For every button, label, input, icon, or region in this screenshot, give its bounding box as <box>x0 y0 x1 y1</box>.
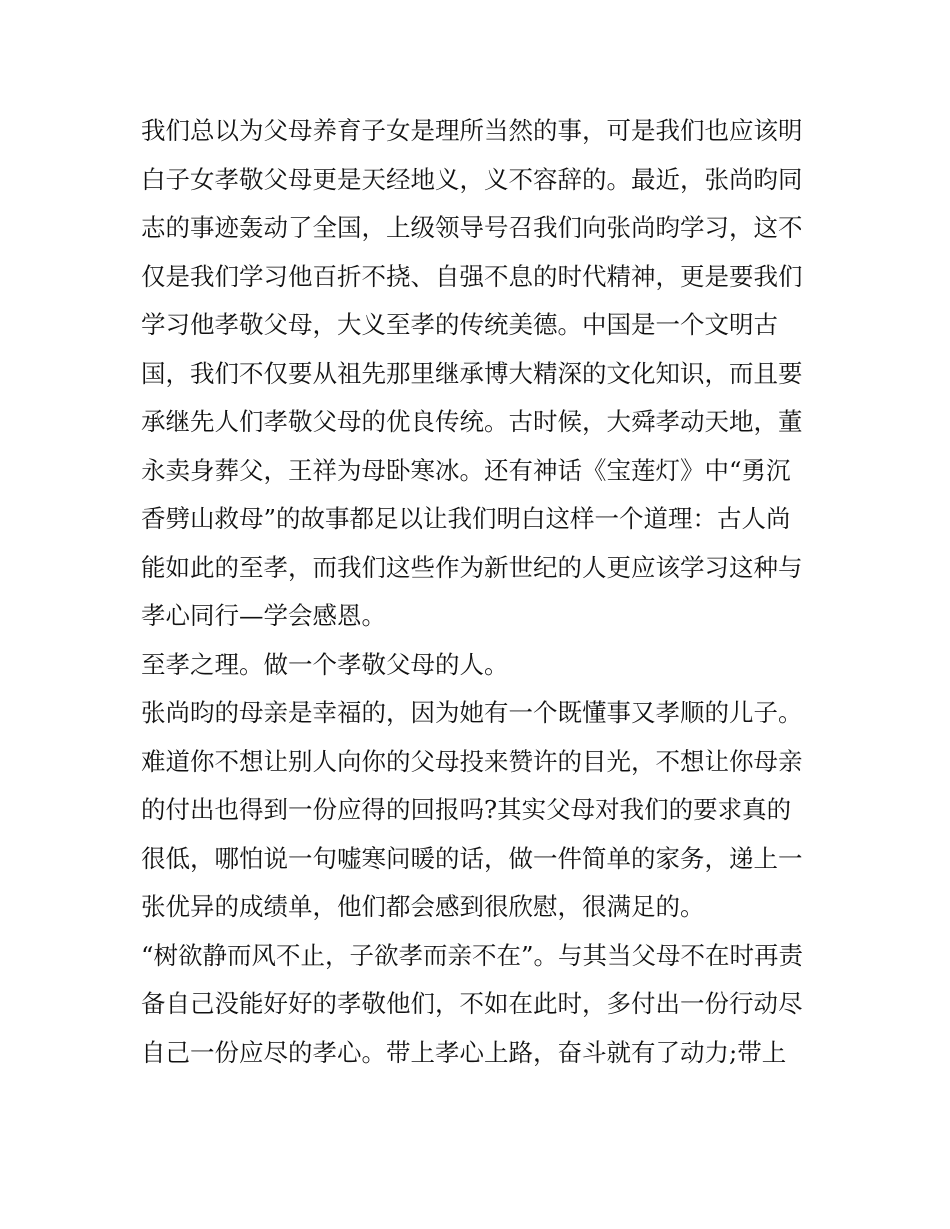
text-line: 永卖身葬父，王祥为母卧寒冰。还有神话《宝莲灯》中“勇沉 <box>141 455 791 485</box>
text-line: 志的事迹轰动了全国，上级领导号召我们向张尚昀学习，这不 <box>141 213 803 242</box>
text-line: 白子女孝敬父母更是天经地义，义不容辞的。最近，张尚昀同 <box>141 164 803 194</box>
text-line: 孝心同行—学会感恩。 <box>141 601 386 630</box>
text-line: 我们总以为父母养育子女是理所当然的事，可是我们也应该明 <box>141 116 803 145</box>
text-line: 自己一份应尽的孝心。带上孝心上路，奋斗就有了动力;带上 <box>141 1037 787 1067</box>
text-line: 承继先人们孝敬父母的优良传统。古时候，大舜孝动天地，董 <box>141 407 803 436</box>
text-line: 国，我们不仅要从祖先那里继承博大精深的文化知识，而且要 <box>141 358 803 388</box>
text-line: 学习他孝敬父母，大义至孝的传统美德。中国是一个文明古 <box>141 310 778 339</box>
text-line: 的付出也得到一份应得的回报吗?其实父母对我们的要求真的 <box>141 795 792 824</box>
text-line: “树欲静而风不止，子欲孝而亲不在”。与其当父母不在时再责 <box>141 940 804 970</box>
text-line: 备自己没能好好的孝敬他们，不如在此时，多付出一份行动尽 <box>141 989 803 1018</box>
body-text <box>141 107 831 1077</box>
text-line: 能如此的至孝，而我们这些作为新世纪的人更应该学习这种与 <box>141 552 803 582</box>
text-line: 仅是我们学习他百折不挠、自强不息的时代精神，更是要我们 <box>141 261 803 291</box>
text-line: 至孝之理。做一个孝敬父母的人。 <box>141 649 509 679</box>
text-line: 香劈山救母”的故事都足以让我们明白这样一个道理：古人尚 <box>141 504 791 533</box>
text-line: 张尚昀的母亲是幸福的，因为她有一个既懂事又孝顺的儿子。 <box>141 698 803 727</box>
text-line: 难道你不想让别人向你的父母投来赞许的目光，不想让你母亲 <box>141 746 803 776</box>
text-line: 很低，哪怕说一句嘘寒问暖的话，做一件简单的家务，递上一 <box>141 843 803 873</box>
text-line: 张优异的成绩单，他们都会感到很欣慰，很满足的。 <box>141 892 705 921</box>
